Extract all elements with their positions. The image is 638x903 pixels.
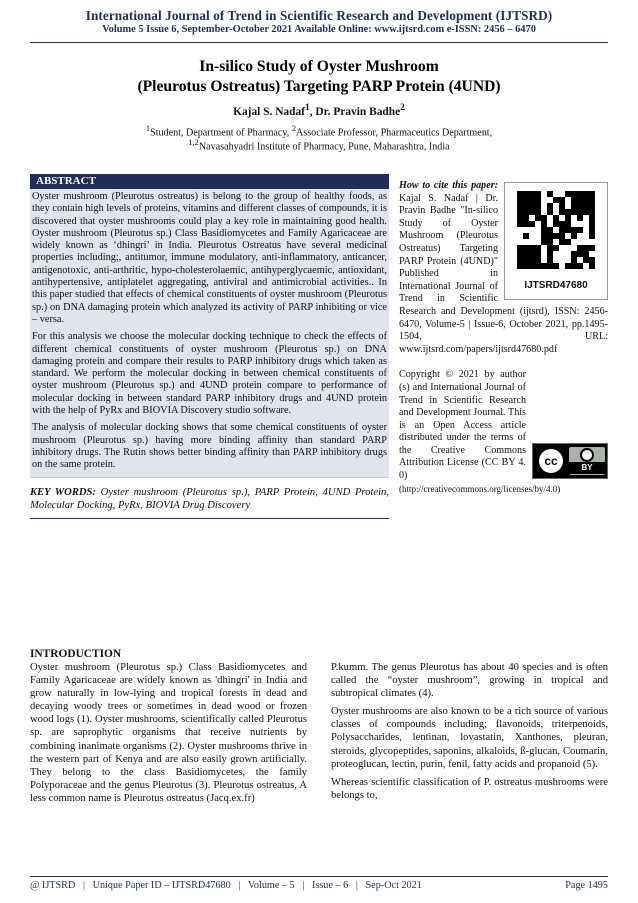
citation-column — [399, 180, 608, 495]
qr-code-icon — [517, 191, 595, 269]
introduction-right-column — [331, 661, 608, 807]
keywords — [30, 486, 389, 512]
author-1-sup: 1 — [304, 103, 310, 113]
affil-sup-2: 2 — [291, 124, 297, 133]
affiliation-line2 — [0, 138, 638, 152]
intro-paragraph-2: Oyster mushrooms are also known to be a rich source of various classes of compounds including; flavonoids, triterpenoids, Polysaccharides, lentinan, lovastatin, Xanthones, pleuran, steroids, glycopeptides, saponins, alkaloids, ß-glucan, Coumarin, proteoglucan, lectin, purin, fenil, fatty acids and propanoid (5). — [331, 706, 608, 770]
citation-label: How to cite this paper: — [399, 180, 498, 191]
cc-by-license-icon — [532, 443, 608, 479]
affiliation-line1 — [0, 124, 638, 138]
author-2: Dr. Pravin Badhe — [315, 105, 401, 118]
intro-paragraph-3: Whereas scientific classification of P. ostreatus mushrooms were belongs to, — [331, 776, 608, 801]
affil-role-2: Associate Professor, Pharmaceutics Department, — [296, 127, 493, 139]
footer-rule — [30, 876, 608, 877]
page-number: Page 1495 — [565, 880, 608, 891]
introduction-left-column: Oyster mushroom (Pleurotus sp.) Class Basidiomycetes and Family Agaricaceae are widely known as 'dhingri' in India and grow naturally in low-lying and tropical forests in dead and decaying woody trees or sometimes in dead wood or frozen wood logs (1). Oyster mushrooms, scientifically called Pleurotus sp. are saprophytic organisms that receive nutrients by combining inanimate organisms (2). Oyster mushrooms thrive in the western part of Kenya and are also easily grown artificially. They belong to the class Basidiomycetes, the family Polyporaceae and the genus Pleurotus (3). Pleurotus ostreatus, A less common name is Pleurotus ostreatus (Jacq.ex.fr) — [30, 662, 307, 804]
citation-block — [399, 180, 608, 356]
issue-line: Volume 5 Issue 6, September-October 2021 Available Online: www.ijtsrd.com e-ISSN: 2456 – 6470 — [102, 24, 536, 35]
citation-text: Kajal S. Nadaf | Dr. Pravin Badhe "In-silico Study of Oyster Mushroom (Pleurotus Ostreatus) Targeting PARP Protein (4UND)" Published in International Journal of Trend in Scientific Research and Development (ijtsrd), ISSN: 2456-6470, Volume-5 | Issue-6, October 2021, pp.1495-1504, URL: www.ijtsrd.com/papers/ijtsrd47680.pdf — [399, 192, 608, 355]
paper-title-line2: (Pleurotus Ostreatus) Targeting PARP Protein (4UND) — [137, 78, 501, 95]
author-1: Kajal S. Nadaf — [233, 105, 305, 118]
license-url[interactable]: (http://creativecommons.org/licenses/by/4.0) — [399, 483, 561, 494]
by-label: BY — [569, 462, 605, 475]
keywords-text: Oyster mushroom (Pleurotus sp.), PARP Protein, 4UND Protein, Molecular Docking, PyRx, BIOVIA Drug Discovery — [30, 486, 389, 511]
abstract-heading: ABSTRACT — [30, 174, 389, 189]
keywords-label: KEY WORDS: — [30, 486, 96, 498]
author-2-sup: 2 — [400, 103, 405, 113]
qr-module — [589, 263, 595, 269]
keywords-rule — [30, 518, 389, 519]
abstract-paragraph-1: Oyster mushroom (Pleurotus ostreatus) is belong to the group of healthy foods, as they contain high levels of proteins, vitamins and different classes of compounds, it is discovered that oyster mushrooms could play a key role in maintaining good health. Oyster mushroom (Pleurotus sp.) Class Basidiomycetes and Family Agaricaceae are widely known as ‘dhingri’ in India. Pleurotus Ostreatus have several medicinal properties including;, antitumor, immune modulatory, anti-inflammatory, anticancer, antigenotoxic, anti-arthritic, hypo-cholesterolaemic, antihyperglycaemic, antioxidant, antihypertensive, antiplatelet aggregating, antiviral and antimicrobial activities.. In this paper studied that effects of chemical constituents of oyster mushroom (Pleurotus sp.) on DNA damaging protein which analyzed its activity of PARP inhibiting or vice – versa. — [32, 191, 387, 325]
header-rule — [30, 42, 608, 43]
abstract-column — [30, 174, 389, 519]
paper-title-line1: In-silico Study of Oyster Mushroom — [199, 58, 439, 75]
intro-paragraph-1: P.kumm. The genus Pleurotus has about 40 species and is often called the “oyster mushroom”, growing in tropical and subtropical climates (4). — [331, 662, 608, 700]
authors — [0, 103, 638, 118]
affil-sup-12: 1,2 — [188, 138, 199, 147]
footer-info: @ IJTSRD | Unique Paper ID – IJTSRD47680 | Volume – 5 | Issue – 6 | Sep-Oct 2021 — [30, 880, 422, 891]
affil-role-1: Student, Department of Pharmacy, — [150, 127, 292, 139]
introduction-heading: INTRODUCTION — [30, 648, 122, 660]
affil-institute: Navasahyadri Institute of Pharmacy, Pune, Maharashtra, India — [198, 141, 450, 153]
abstract-box — [30, 189, 389, 478]
copyright-text: Copyright © 2021 by author (s) and International Journal of Trend in Scientific Research and Development Journal. This is an Open Access article distributed under the terms of the Creative Commons Attribution License (CC BY 4. 0) — [399, 369, 526, 482]
cc-icon: cc — [537, 447, 565, 475]
by-badge — [569, 447, 605, 475]
affil-sup-1: 1 — [145, 124, 151, 133]
person-icon — [580, 448, 594, 462]
author-separator: , — [309, 105, 316, 118]
copyright-block — [399, 369, 608, 495]
abstract-paragraph-2: For this analysis we choose the molecular docking technique to check the effects of different chemical constituents of oyster mushroom (Pleurotus sp.) on DNA damaging protein and compare their results to PARP inhibitory drugs which taken as standard. We perform the molecular docking in between chemical constituents of oyster mushroom (Pleurotus sp.) and 4UND protein compare to performance of molecular docking in between standard PARP inhibitory drugs and 4UND protein with the help of PyRx and BIOVIA Discovery studio software. — [32, 331, 387, 417]
qr-paper-id: IJTSRD47680 — [524, 280, 588, 292]
abstract-paragraph-3: The analysis of molecular docking shows that some chemical constituents of oyster mushroom (Pleurotus sp.) having more binding affinity than standard PARP inhibitory drugs. The Rutin shows better binding affinity than PARP inhibitory drugs on the same protein. — [32, 422, 387, 471]
qr-code-panel — [504, 182, 608, 300]
journal-name: International Journal of Trend in Scientific Research and Development (IJTSRD) — [85, 8, 553, 23]
